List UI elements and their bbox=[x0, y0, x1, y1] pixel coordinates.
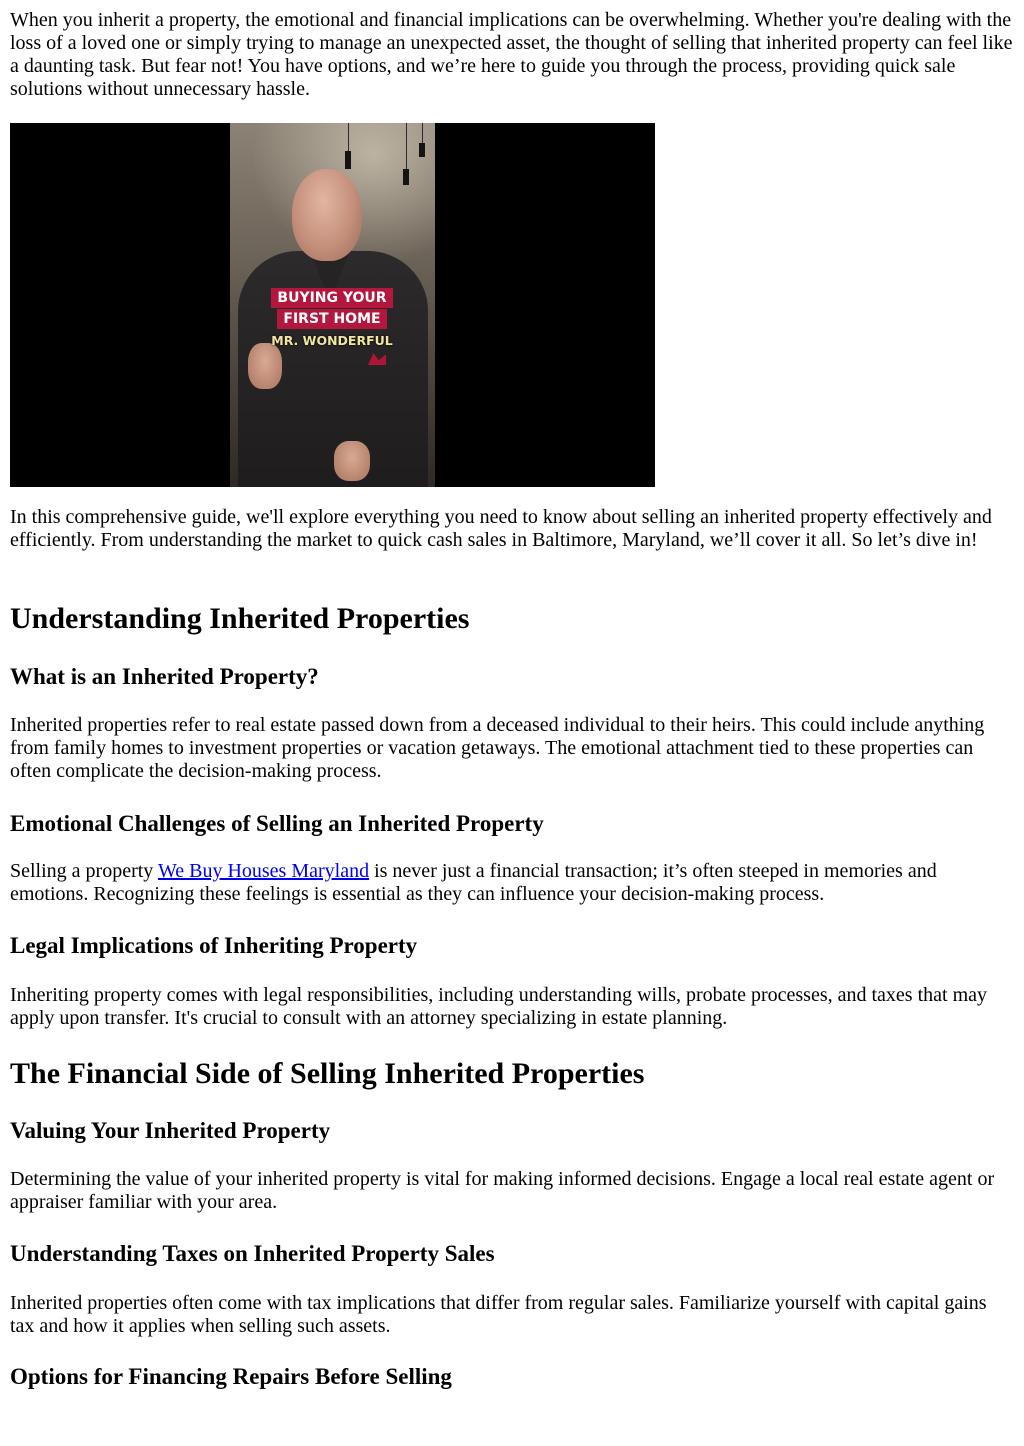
video-frame bbox=[230, 123, 435, 487]
subsection-heading: What is an Inherited Property? bbox=[10, 664, 319, 689]
caption-line-1: BUYING YOUR bbox=[271, 288, 392, 308]
subsection-heading: Valuing Your Inherited Property bbox=[10, 1118, 331, 1143]
pendant-lamp bbox=[419, 143, 425, 157]
caption-line-3: MR. WONDERFUL bbox=[271, 333, 393, 348]
subsection-heading: Emotional Challenges of Selling an Inherited Property bbox=[10, 811, 544, 836]
paragraph-text: is never just a financial transaction; it’s often steeped in memories and emotions. Recognizing these feelings is essential as they can influence your decision-making process. bbox=[10, 860, 937, 905]
subsection-heading: Legal Implications of Inheriting Property bbox=[10, 933, 418, 958]
subsection-paragraph: Inherited properties often come with tax implications that differ from regular sales. Familiarize yourself with capital gains tax and how it applies when selling such assets. bbox=[10, 1292, 987, 1337]
caption-line-2: FIRST HOME bbox=[277, 309, 386, 329]
section-heading: The Financial Side of Selling Inherited Properties bbox=[10, 1057, 645, 1090]
paragraph-text: Selling a property bbox=[10, 860, 158, 882]
lamp-cord bbox=[406, 123, 407, 171]
subsection-paragraph: Inheriting property comes with legal responsibilities, including understanding wills, probate processes, and taxes that may apply upon transfer. It's crucial to consult with an attorney specializing in estate planning. bbox=[10, 984, 988, 1029]
lamp-cord bbox=[348, 123, 349, 153]
video-caption bbox=[266, 287, 398, 350]
pendant-lamp bbox=[403, 169, 409, 185]
we-buy-houses-maryland-link[interactable]: We Buy Houses Maryland bbox=[157, 860, 370, 882]
pendant-lamp bbox=[345, 151, 351, 169]
subsection-heading: Understanding Taxes on Inherited Property Sales bbox=[10, 1241, 495, 1266]
lamp-cord bbox=[422, 123, 423, 145]
subsection-paragraph: Inherited properties refer to real estate passed down from a deceased individual to their heirs. This could include anything from family homes to investment properties or vacation getaways. The emotional attachment tied to these properties can often complicate the decision-making process. bbox=[10, 714, 985, 782]
video-player[interactable] bbox=[10, 123, 655, 487]
subsection-heading: Options for Financing Repairs Before Selling bbox=[10, 1364, 452, 1389]
subsection-paragraph: Determining the value of your inherited property is vital for making informed decisions. Engage a local real estate agent or appraiser familiar with your area. bbox=[10, 1168, 995, 1213]
section-heading: Understanding Inherited Properties bbox=[10, 602, 470, 635]
presenter-head bbox=[292, 169, 362, 261]
guide-intro-paragraph: In this comprehensive guide, we'll explore everything you need to know about selling an inherited property effectively and efficiently. From understanding the market to quick cash sales in Baltimore, Maryland, we’ll cover it all. So let’s dive in! bbox=[10, 506, 992, 551]
intro-paragraph: When you inherit a property, the emotional and financial implications can be overwhelming. Whether you're dealing with the loss of a loved one or simply trying to manage an unexpected asset, the thought of selling that inherited property can feel like a daunting task. But fear not! You have options, and we’re here to guide you through the process, providing quick sale solutions without unnecessary hassle. bbox=[10, 9, 1013, 100]
subsection-paragraph bbox=[10, 860, 1010, 906]
presenter-hand bbox=[334, 441, 370, 481]
